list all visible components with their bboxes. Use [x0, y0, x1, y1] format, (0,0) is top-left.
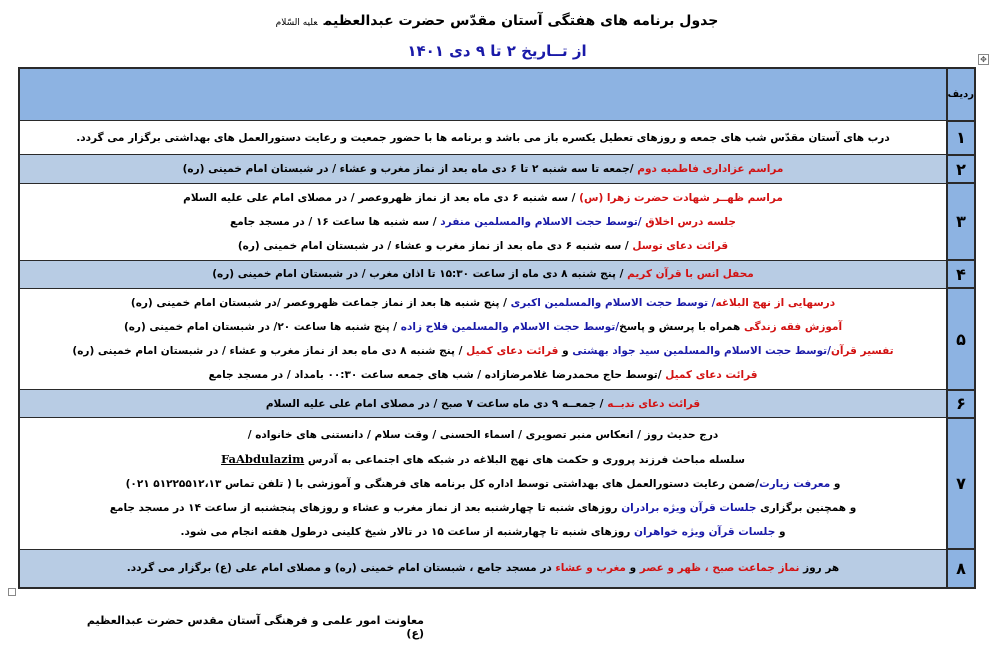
event-title: آموزش فقه زندگی	[743, 321, 843, 334]
row-line	[26, 234, 940, 258]
event-details: / پنج شنبه ها ساعت ۲۰/ در شبستان امام خمینی (ره)	[123, 321, 401, 334]
row-line	[26, 315, 940, 339]
row-number: ۸	[947, 549, 975, 588]
header-content-cell	[19, 68, 947, 121]
table-row-1	[19, 121, 975, 155]
row-number: ۶	[947, 390, 975, 418]
event-title: مغرب و عشاء	[555, 562, 626, 575]
event-title: قرائت دعای ندبــه	[607, 397, 701, 410]
footer-signature: معاونت امور علمی و فرهنگی آستان مقدس حضرت عبدالعظیم (ع)	[86, 614, 424, 640]
title-suffix: علیه السّلام	[275, 18, 318, 28]
table-row-5	[19, 288, 975, 389]
row-number: ۵	[947, 288, 975, 389]
event-title: قرائت دعای کمیل	[665, 369, 758, 382]
table-row-6	[19, 390, 975, 418]
event-title: جلسات قرآن ویژه خواهران	[634, 526, 776, 539]
connector: و	[558, 345, 573, 358]
row-content	[19, 183, 947, 260]
row-number: ۲	[947, 155, 975, 183]
table-row-4	[19, 260, 975, 288]
speaker: /توسط حجت الاسلام والمسلمین سید جواد بهشتی	[572, 345, 831, 358]
event-details: همراه با پرسش و پاسخ	[619, 321, 744, 334]
event-details: روزهای شنبه تا چهارشنبه از ساعت ۱۵ در تالار شیخ کلینی درطول هفته انجام می شود.	[180, 526, 634, 539]
table-row-3	[19, 183, 975, 260]
speaker: / توسط حجت الاسلام والمسلمین اکبری	[510, 297, 716, 310]
event-details: و همچنین برگزاری	[756, 502, 857, 515]
event-details: / جمعــه ۹ دی ماه ساعت ۷ صبح / در مصلای امام علی علیه السلام	[265, 397, 608, 410]
table-row-8	[19, 549, 975, 588]
row-line	[26, 291, 940, 315]
event-title: محفل انس با قرآن کریم	[627, 268, 754, 281]
event-title: جلسه درس اخلاق	[645, 215, 736, 228]
row-content	[19, 155, 947, 183]
event-details: هر روز	[799, 562, 840, 575]
table-row-2	[19, 155, 975, 183]
table-header-row	[19, 68, 975, 121]
row-content	[19, 288, 947, 389]
event-details: / پنج شنبه ۸ دی ماه بعد از نماز مغرب و عشاء / در شبستان امام خمینی (ره)	[72, 345, 467, 358]
event-title: مراسم عزاداری فاطمیه دوم	[637, 163, 784, 176]
row-content	[19, 549, 947, 588]
row-line	[26, 472, 940, 496]
event-title: درسهایی از نهج البلاغه	[715, 297, 836, 310]
index-column-header: ردیف	[947, 68, 975, 121]
event-details: روزهای شنبه تا چهارشنبه بعد از نماز مغرب و عشاء و روزهای پنجشنبه از ساعت ۱۴ در مسجد جامع	[109, 502, 622, 515]
event-details: / سه شنبه ها ساعت ۱۶ / در مسجد جامع	[230, 215, 441, 228]
row-line	[26, 556, 940, 580]
connector: و	[625, 562, 640, 575]
row-content	[19, 390, 947, 418]
row-content	[19, 121, 947, 155]
speaker: /توسط حجت الاسلام والمسلمین منفرد	[440, 215, 646, 228]
event-details: / پنج شنبه ها بعد از نماز جماعت ظهروعصر /در شبستان امام خمینی (ره)	[130, 297, 511, 310]
page-title	[0, 10, 994, 34]
event-title: معرفت زیارت	[759, 478, 831, 491]
row-line: درب های آستان مقدّس شب های جمعه و روزهای تعطیل یکسره باز می باشد و برنامه ها با حضور جمعیت و رعایت دستورالعمل های بهداشتی برگزار می گردد.	[76, 131, 890, 144]
speaker: /توسط حجت الاسلام والمسلمین فلاح زاده	[400, 321, 620, 334]
program-table	[18, 67, 976, 589]
connector: و	[775, 526, 786, 539]
row-content	[19, 418, 947, 550]
row-line	[26, 186, 940, 210]
event-title: جلسات قرآن ویژه برادران	[621, 502, 757, 515]
table-resize-handle-icon[interactable]	[8, 588, 16, 596]
date-range-subtitle: از تــاریخ ۲ تا ۹ دی ۱۴۰۱	[407, 42, 587, 60]
row-line	[26, 210, 940, 234]
event-details: / پنج شنبه ۸ دی ماه از ساعت ۱۵:۳۰ تا اذان مغرب / در شبستان امام خمینی (ره)	[212, 268, 628, 281]
event-details: /جمعه تا سه شنبه ۲ تا ۶ دی ماه بعد از نماز مغرب و عشاء / در شبستان امام خمینی (ره)	[182, 163, 638, 176]
row-number: ۳	[947, 183, 975, 260]
event-title: مراسم ظهــر شهادت حضرت زهرا (س)	[579, 191, 783, 204]
connector: و	[830, 478, 841, 491]
row-line	[26, 262, 940, 286]
row-line	[26, 157, 940, 181]
row-line	[26, 363, 940, 387]
social-handle: FaAbdulazim	[221, 452, 305, 467]
row-line	[26, 339, 940, 363]
event-details: / سه شنبه ۶ دی ماه بعد از نماز ظهروعصر / در مصلای امام علی علیه السلام	[183, 191, 580, 204]
event-details: در مسجد جامع ، شبستان امام خمینی (ره) و مصلای امام علی (ع) برگزار می گردد.	[126, 562, 556, 575]
row-number: ۱	[947, 121, 975, 155]
row-number: ۷	[947, 418, 975, 550]
event-title: نماز جماعت صبح ، ظهر و عصر	[639, 562, 800, 575]
event-details: /توسط حاج محمدرضا غلامرضازاده / شب های جمعه ساعت ۰۰:۳۰ بامداد / در مسجد جامع	[208, 369, 666, 382]
row-number: ۴	[947, 260, 975, 288]
table-row-7	[19, 418, 975, 550]
table-move-handle-icon[interactable]: ✥	[978, 54, 989, 65]
row-content	[19, 260, 947, 288]
event-details: / سه شنبه ۶ دی ماه بعد از نماز مغرب و عشاء / در شبستان امام خمینی (ره)	[237, 239, 633, 252]
row-line	[26, 496, 940, 520]
event-details: /ضمن رعایت دستورالعمل های بهداشتی توسط اداره کل برنامه های فرهنگی و آموزشی با ( تلفن تماس ۵۱۲۲۵۵۱۲،۱۳ ۰۲۱)	[125, 478, 760, 491]
event-title: قرائت دعای کمیل	[466, 345, 559, 358]
event-details: سلسله مباحث فرزند پروری و حکمت های نهج البلاغه در شبکه های اجتماعی به آدرس	[304, 454, 745, 467]
row-line: درج حدیث روز / انعکاس منبر تصویری / اسماء الحسنی / وقت سلام / دانستنی های خانواده /	[247, 429, 719, 442]
row-line	[26, 520, 940, 544]
title-text: جدول برنامه های هفتگی آستان مقدّس حضرت عبدالعظیم	[323, 13, 719, 29]
row-line	[26, 447, 940, 472]
event-title: تفسیر قرآن	[830, 345, 894, 358]
row-line	[26, 392, 940, 416]
event-title: قرائت دعای توسل	[632, 239, 729, 252]
